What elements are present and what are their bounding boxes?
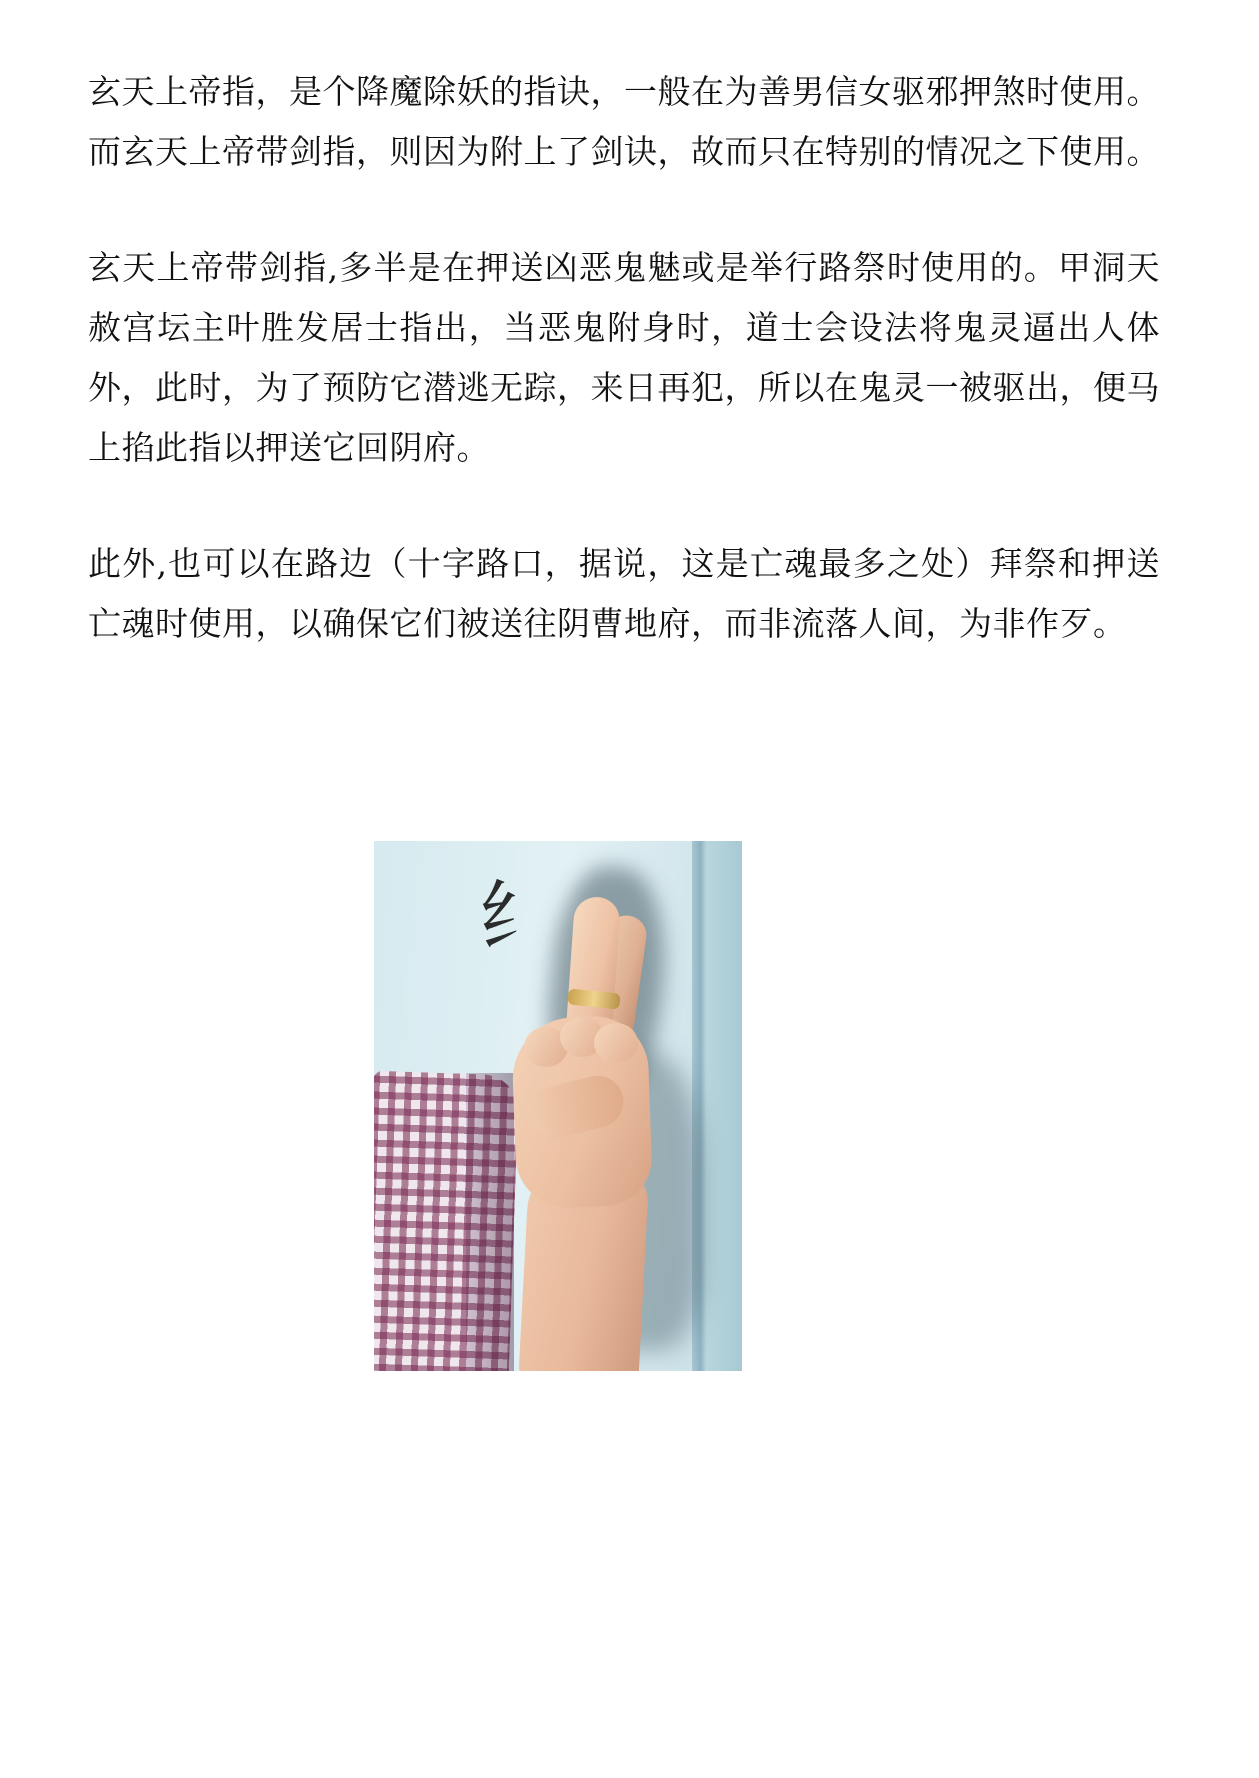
- shirt-shading: [466, 1073, 514, 1371]
- knuckle-3: [594, 1023, 638, 1063]
- paragraph-1: 玄天上帝指，是个降魔除妖的指诀，一般在为善男信女驱邪押煞时使用。而玄天上帝带剑指，则因为附上了剑诀，故而只在特别的情况之下使用。: [88, 72, 1160, 171]
- paragraph-3: 此外,也可以在路边（十字路口，据说，这是亡魂最多之处）拜祭和押送亡魂时使用，以确保它们被送往阴曹地府，而非流落人间，为非作歹。: [88, 544, 1160, 643]
- wall-right-surface: [706, 841, 742, 1371]
- document-body: [88, 62, 1160, 654]
- paragraph-2: 玄天上帝带剑指,多半是在押送凶恶鬼魅或是举行路祭时使用的。甲洞天赦宫坛主叶胜发居士指出，当恶鬼附身时，道士会设法将鬼灵逼出人体外，此时，为了预防它潜逃无踪，来日再犯，所以在鬼灵一被驱出，便马上掐此指以押送它回阴府。: [88, 248, 1160, 467]
- wall-calligraphy-text: 纟: [474, 868, 560, 964]
- hand-gesture-photo: [374, 841, 742, 1371]
